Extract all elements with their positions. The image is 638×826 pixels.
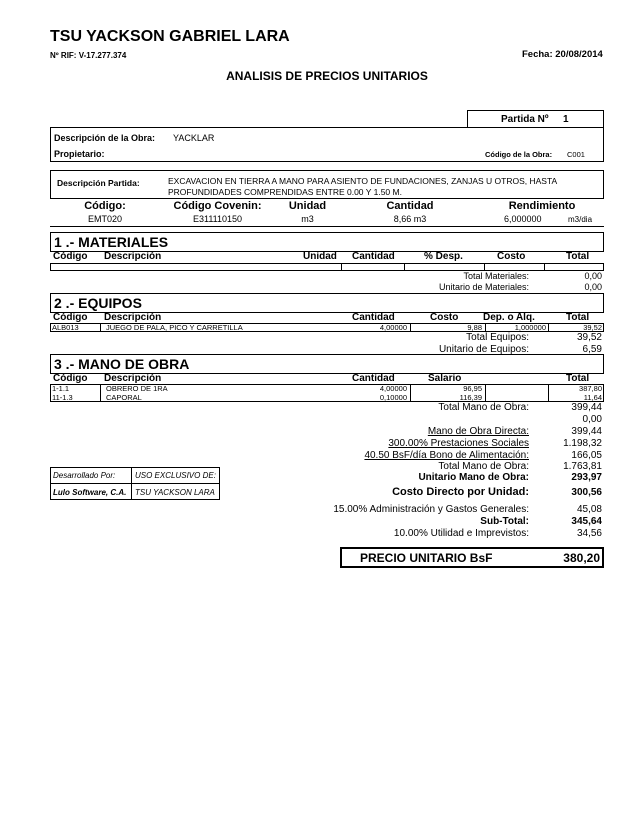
rif-number: Nº RIF: V-17.277.374 xyxy=(50,51,127,60)
materiales-title: 1 .- MATERIALES xyxy=(54,234,169,250)
eq-grid-line xyxy=(485,323,486,332)
developer-box-rule xyxy=(50,483,220,484)
equipos-section-header xyxy=(50,293,604,313)
mano-obra-title: 3 .- MANO DE OBRA xyxy=(54,356,190,372)
eq-col-total: Total xyxy=(566,312,590,323)
mano-obra-section-header xyxy=(50,354,604,374)
eq-row-dep: 1,000000 xyxy=(514,323,546,332)
mo-unit-label: Unitario Mano de Obra: xyxy=(418,472,529,483)
mat-col-desp: % Desp. xyxy=(424,251,463,262)
mo-col-salario: Salario xyxy=(428,373,462,384)
subtotal-value: 345,64 xyxy=(571,516,602,527)
obra-code-value: C001 xyxy=(567,150,585,159)
mo-grid-line xyxy=(485,384,486,402)
summary-rendimiento-header: Rendimiento xyxy=(508,200,576,212)
mat-col-total: Total xyxy=(566,251,590,262)
mat-grid-line xyxy=(484,263,485,271)
page-title: ANALISIS DE PRECIOS UNITARIOS xyxy=(226,69,428,83)
partida-label: Partida Nº xyxy=(501,114,549,125)
eq-row-costo: 9,88 xyxy=(467,323,482,332)
eq-grid-line xyxy=(100,323,101,332)
mo-row1-total: 387,80 xyxy=(579,384,602,393)
mo-col-descripcion: Descripción xyxy=(104,373,162,384)
mat-col-unidad: Unidad xyxy=(303,251,337,262)
summary-codigo-header: Código: xyxy=(84,200,126,212)
mo-grid-line xyxy=(410,384,411,402)
mo-row2-cantidad: 0,10000 xyxy=(379,393,407,402)
summary-codigo-value: EMT020 xyxy=(87,214,122,224)
summary-rendimiento-value: 6,000000 xyxy=(504,214,542,224)
mo-unit-value: 293,97 xyxy=(571,472,602,483)
mo-grid-line xyxy=(100,384,101,402)
summary-covenin-value: E311110150 xyxy=(192,214,243,224)
desc-partida-label: Descripción Partida: xyxy=(57,178,140,188)
report-date: Fecha: 20/08/2014 xyxy=(522,49,603,60)
eq-grid-line xyxy=(548,323,549,332)
mo-directa-label: Mano de Obra Directa: xyxy=(427,426,529,437)
mo-total2-label: Total Mano de Obra: xyxy=(438,461,529,472)
desc-partida-line2: PROFUNDIDADES COMPRENDIDAS ENTRE 0.00 Y 1.50 M. xyxy=(168,187,402,197)
propietario-label: Propietario: xyxy=(54,149,105,159)
eq-col-descripcion: Descripción xyxy=(104,312,162,323)
uso-value: TSU YACKSON LARA xyxy=(135,488,215,497)
costo-directo-label: Costo Directo por Unidad: xyxy=(392,486,529,498)
mat-grid-line xyxy=(544,263,545,271)
obra-desc-label: Descripción de la Obra: xyxy=(54,133,156,143)
company-name: TSU YACKSON GABRIEL LARA xyxy=(50,28,290,45)
mat-grid-line xyxy=(341,263,342,271)
summary-cantidad-header: Cantidad xyxy=(386,200,434,212)
mat-total-label: Total Materiales: xyxy=(463,271,529,281)
admin-value: 45,08 xyxy=(576,504,602,515)
mo-row2-total: 11,64 xyxy=(583,393,602,402)
materiales-section-header xyxy=(50,232,604,252)
mo-total2-value: 1.763,81 xyxy=(563,461,602,472)
precio-unitario-value: 380,20 xyxy=(563,551,600,565)
util-value: 34,56 xyxy=(576,528,602,539)
eq-unit-value: 6,59 xyxy=(582,344,602,355)
mo-grid-line xyxy=(548,384,549,402)
mat-grid-line xyxy=(404,263,405,271)
summary-covenin-header: Código Covenin: xyxy=(173,200,262,212)
mat-unit-label: Unitario de Materiales: xyxy=(438,282,529,292)
mat-col-codigo: Código xyxy=(53,251,88,262)
obra-code-label: Código de la Obra: xyxy=(485,150,553,159)
summary-rule xyxy=(50,226,604,227)
eq-col-dep: Dep. o Alq. xyxy=(483,312,535,323)
eq-total-value: 39,52 xyxy=(576,332,602,343)
eq-col-costo: Costo xyxy=(430,312,459,323)
dev-value: Lulo Software, C.A. xyxy=(53,488,127,497)
mat-empty-row xyxy=(50,263,604,271)
eq-total-label: Total Equipos: xyxy=(466,332,529,343)
eq-col-cantidad: Cantidad xyxy=(352,312,395,323)
summary-rendimiento-unit: m3/dia xyxy=(568,215,593,224)
dev-label: Desarrollado Por: xyxy=(53,471,116,480)
mo-bono-value: 166,05 xyxy=(571,450,602,461)
mat-col-cantidad: Cantidad xyxy=(352,251,395,262)
admin-label: 15.00% Administración y Gastos Generales: xyxy=(333,504,529,515)
precio-unitario-label: PRECIO UNITARIO BsF xyxy=(360,551,493,565)
mat-unit-value: 0,00 xyxy=(584,282,602,292)
mo-prest-label: 300.00% Prestaciones Sociales xyxy=(388,438,529,449)
mo-col-cantidad: Cantidad xyxy=(352,373,395,384)
obra-desc-value: YACKLAR xyxy=(173,133,215,143)
uso-label: USO EXCLUSIVO DE: xyxy=(135,471,216,480)
mo-col-total: Total xyxy=(566,373,590,384)
partida-number: 1 xyxy=(563,114,569,125)
subtotal-label: Sub-Total: xyxy=(480,516,529,527)
mo-row2-salario: 116,39 xyxy=(459,393,482,402)
mo-total-value: 399,44 xyxy=(571,402,602,413)
summary-unidad-value: m3 xyxy=(301,214,314,224)
mo-prest-value: 1.198,32 xyxy=(563,438,602,449)
summary-unidad-header: Unidad xyxy=(288,200,327,212)
mat-col-costo: Costo xyxy=(497,251,526,262)
mo-col-codigo: Código xyxy=(53,373,88,384)
eq-row-descripcion: JUEGO DE PALA, PICO Y CARRETILLA xyxy=(106,323,243,332)
eq-grid-line xyxy=(410,323,411,332)
mo-row1-salario: 96,95 xyxy=(463,384,482,393)
mo-directa-value: 399,44 xyxy=(571,426,602,437)
eq-row-cantidad: 4,00000 xyxy=(379,323,407,332)
equipos-title: 2 .- EQUIPOS xyxy=(54,295,142,311)
eq-col-codigo: Código xyxy=(53,312,88,323)
mo-row1-descripcion: OBRERO DE 1RA xyxy=(106,384,168,393)
costo-directo-value: 300,56 xyxy=(571,487,602,498)
mo-row2-descripcion: CAPORAL xyxy=(106,393,142,402)
util-label: 10.00% Utilidad e Imprevistos: xyxy=(393,528,529,539)
desc-partida-line1: EXCAVACION EN TIERRA A MANO PARA ASIENTO DE FUNDACIONES, ZANJAS U OTROS, HASTA xyxy=(168,176,558,186)
mo-bono-label: 40.50 BsF/día Bono de Alimentación: xyxy=(364,450,529,461)
mo-extra-value: 0,00 xyxy=(582,414,602,425)
eq-row-total: 39,52 xyxy=(583,323,602,332)
mo-row1-codigo: 1-1.1 xyxy=(52,384,70,393)
mo-row1-cantidad: 4,00000 xyxy=(379,384,407,393)
eq-unit-label: Unitario de Equipos: xyxy=(438,344,529,355)
mo-total-label: Total Mano de Obra: xyxy=(438,402,529,413)
summary-cantidad-value: 8,66 m3 xyxy=(393,214,427,224)
eq-row-codigo: ALB013 xyxy=(52,323,79,332)
mat-total-value: 0,00 xyxy=(584,271,602,281)
mo-row2-codigo: 11-1.3 xyxy=(52,393,73,402)
mat-col-descripcion: Descripción xyxy=(104,251,162,262)
